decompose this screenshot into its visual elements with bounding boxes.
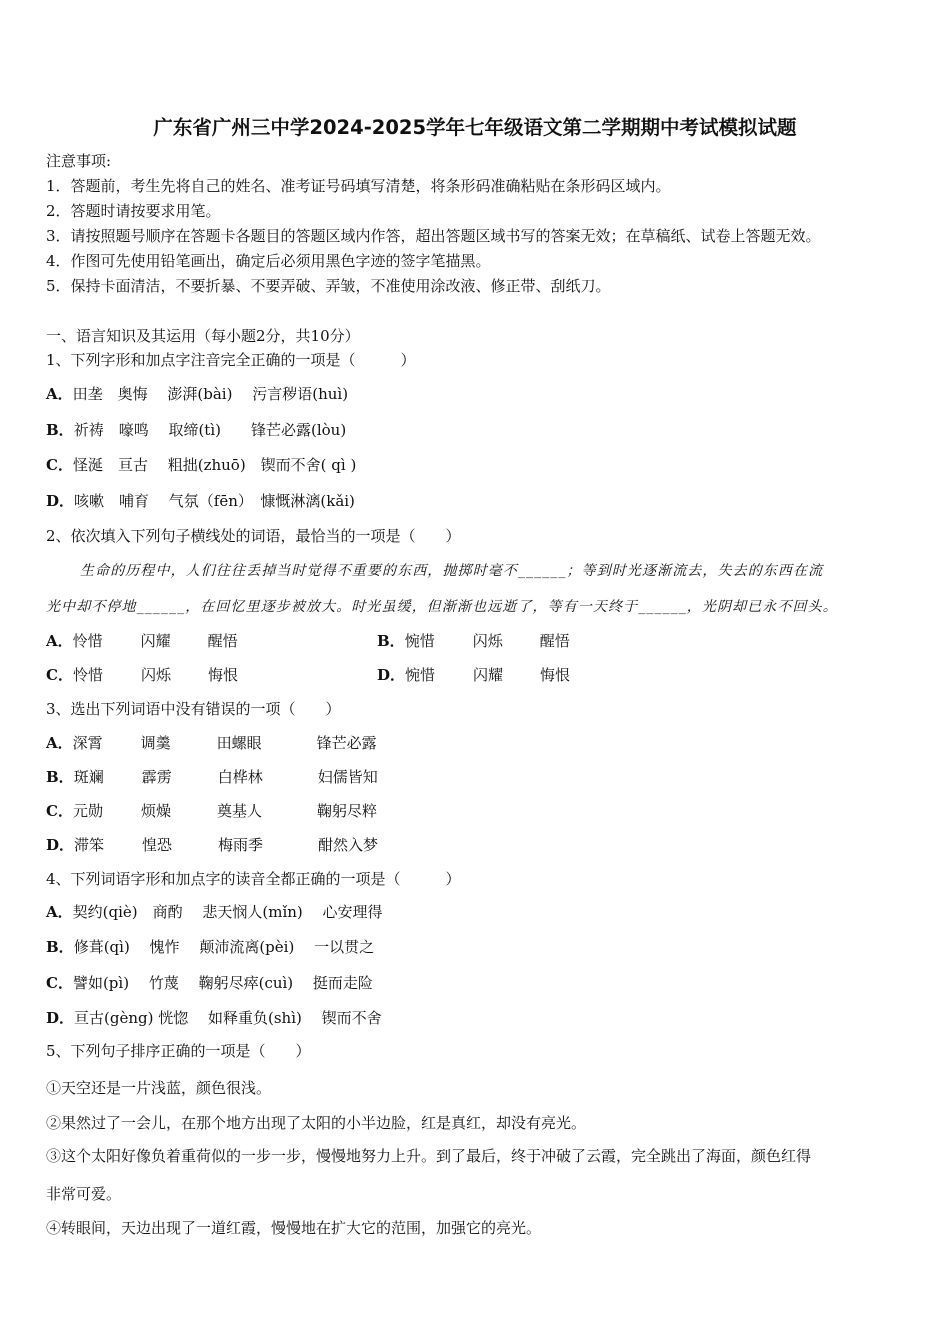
q1-option-a bbox=[46, 384, 348, 404]
section-heading: 一、语言知识及其运用（每小题2分，共10分） bbox=[46, 327, 360, 345]
option-word: 闪烁 bbox=[472, 632, 503, 650]
option-text: 祈祷 嚎鸣 取缔(tì) 锋芒必露(lòu) bbox=[73, 421, 347, 439]
option-letter: A． bbox=[46, 903, 73, 921]
option-letter: A． bbox=[46, 385, 73, 403]
q3-option-d bbox=[46, 835, 378, 855]
option-word: 深霄 bbox=[72, 734, 103, 752]
q2-option-d bbox=[377, 665, 570, 685]
q4-option-d bbox=[46, 1008, 382, 1028]
option-letter: D． bbox=[46, 836, 75, 854]
option-text: 修葺(qì) 愧怍 颠沛流离(pèi) 一以贯之 bbox=[73, 938, 375, 956]
q2-option-b bbox=[377, 631, 570, 651]
option-word: 醒悟 bbox=[207, 632, 238, 650]
q2-passage-line-1: 生命的历程中，人们往往丢掉当时觉得不重要的东西，抛掷时毫不______；等到时光逐渐流去，失去的东西在流 bbox=[80, 563, 824, 579]
q2-option-a bbox=[46, 631, 238, 651]
option-word: 酣然入梦 bbox=[318, 836, 379, 854]
option-letter: B． bbox=[46, 421, 74, 439]
option-word: 梅雨季 bbox=[218, 836, 264, 854]
option-word: 奠基人 bbox=[216, 802, 262, 820]
option-text: 田垄 奥悔 澎湃(bài) 污言秽语(huì) bbox=[72, 385, 349, 403]
q2-option-c bbox=[46, 665, 238, 685]
option-text: 咳嗽 哺育 气氛（fēn） 慷慨淋漓(kǎi) bbox=[74, 492, 355, 510]
question-3-stem: 3、选出下列词语中没有错误的一项（ ） bbox=[46, 700, 341, 718]
q5-sentence-3: ③这个太阳好像负着重荷似的一步一步，慢慢地努力上升。到了最后，终于冲破了云霞，完全跳出了海面，颜色红得 bbox=[46, 1147, 812, 1165]
option-word: 调羹 bbox=[140, 734, 171, 752]
q5-sentence-2: ②果然过了一会儿，在那个地方出现了太阳的小半边脸，红是真红，却没有亮光。 bbox=[46, 1114, 587, 1132]
q4-option-b bbox=[46, 937, 374, 957]
option-letter: D． bbox=[377, 666, 406, 684]
option-letter: C． bbox=[46, 802, 73, 820]
notice-item: 5．保持卡面清洁，不要折暴、不要弄破、弄皱，不准使用涂改液、修正带、刮纸刀。 bbox=[46, 277, 611, 295]
option-word: 惋惜 bbox=[404, 632, 435, 650]
option-word: 悔恨 bbox=[540, 666, 571, 684]
notice-item: 4．作图可先使用铅笔画出，确定后必须用黑色字迹的签字笔描黑。 bbox=[46, 252, 491, 270]
q5-sentence-1: ①天空还是一片浅蓝，颜色很浅。 bbox=[46, 1079, 272, 1097]
q3-option-b bbox=[46, 767, 378, 787]
option-letter: B． bbox=[46, 938, 74, 956]
option-word: 白桦林 bbox=[217, 768, 263, 786]
option-letter: B． bbox=[377, 632, 405, 650]
exam-title: 广东省广州三中学2024-2025学年七年级语文第二学期期中考试模拟试题 bbox=[153, 116, 797, 139]
option-letter: C． bbox=[46, 456, 73, 474]
notice-item: 1．答题前，考生先将自己的姓名、准考证号码填写清楚，将条形码准确粘贴在条形码区域内。 bbox=[46, 177, 671, 195]
q4-option-a bbox=[46, 902, 383, 922]
option-letter: C． bbox=[46, 974, 73, 992]
option-word: 霹雳 bbox=[141, 768, 172, 786]
q3-option-c bbox=[46, 801, 377, 821]
option-word: 怜惜 bbox=[72, 632, 103, 650]
q5-sentence-4: ④转眼间，天边出现了一道红霞，慢慢地在扩大它的范围，加强它的亮光。 bbox=[46, 1219, 542, 1237]
question-4-stem: 4、下列词语字形和加点字的读音全都正确的一项是（ ） bbox=[46, 870, 461, 888]
option-text: 怪涎 亘古 粗拙(zhuō) 锲而不舍( qì ) bbox=[72, 456, 357, 474]
option-word: 烦燥 bbox=[140, 802, 171, 820]
option-word: 闪耀 bbox=[473, 666, 504, 684]
option-word: 醒悟 bbox=[539, 632, 570, 650]
option-word: 鞠躬尽粹 bbox=[316, 802, 377, 820]
option-text: 譬如(pì) 竹蔑 鞠躬尽瘁(cuì) 挺而走险 bbox=[72, 974, 373, 992]
question-5-stem: 5、下列句子排序正确的一项是（ ） bbox=[46, 1042, 311, 1060]
q2-passage-line-2: 光中却不停地______，在回忆里逐步被放大。时光虽缓，但渐渐也远逝了，等有一天终于______，光阴却已永不回头。 bbox=[46, 599, 838, 615]
q1-option-d bbox=[46, 491, 355, 511]
q1-option-c bbox=[46, 455, 356, 475]
q3-option-a bbox=[46, 733, 377, 753]
notice-item: 2．答题时请按要求用笔。 bbox=[46, 202, 221, 220]
option-letter: C． bbox=[46, 666, 73, 684]
question-1-stem: 1、下列字形和加点字注音完全正确的一项是（ ） bbox=[46, 351, 416, 369]
q1-option-b bbox=[46, 420, 346, 440]
notice-heading: 注意事项: bbox=[46, 152, 112, 170]
option-word: 惋惜 bbox=[405, 666, 436, 684]
question-2-stem: 2、依次填入下列句子横线处的词语，最恰当的一项是（ ） bbox=[46, 527, 461, 545]
option-word: 闪耀 bbox=[140, 632, 171, 650]
option-word: 妇儒皆知 bbox=[317, 768, 378, 786]
option-letter: B． bbox=[46, 768, 74, 786]
option-letter: A． bbox=[46, 632, 73, 650]
option-word: 滞笨 bbox=[74, 836, 105, 854]
option-letter: A． bbox=[46, 734, 73, 752]
option-word: 锋芒必露 bbox=[316, 734, 377, 752]
option-text: 契约(qiè) 商酌 悲天悯人(mǐn) 心安理得 bbox=[72, 903, 383, 921]
option-word: 元勋 bbox=[72, 802, 103, 820]
option-word: 惶恐 bbox=[142, 836, 173, 854]
notice-item: 3．请按照题号顺序在答题卡各题目的答题区域内作答，超出答题区域书写的答案无效；在草稿纸、试卷上答题无效。 bbox=[46, 227, 821, 245]
option-word: 悔恨 bbox=[207, 666, 238, 684]
q4-option-c bbox=[46, 973, 373, 993]
option-word: 斑斓 bbox=[73, 768, 104, 786]
option-word: 闪烁 bbox=[140, 666, 171, 684]
option-letter: D． bbox=[46, 492, 75, 510]
option-word: 怜惜 bbox=[72, 666, 103, 684]
option-text: 亘古(gèng) 恍惚 如释重负(shì) 锲而不舍 bbox=[74, 1009, 382, 1027]
option-word: 田螺眼 bbox=[216, 734, 262, 752]
q5-sentence-3-cont: 非常可爱。 bbox=[46, 1185, 122, 1203]
option-letter: D． bbox=[46, 1009, 75, 1027]
